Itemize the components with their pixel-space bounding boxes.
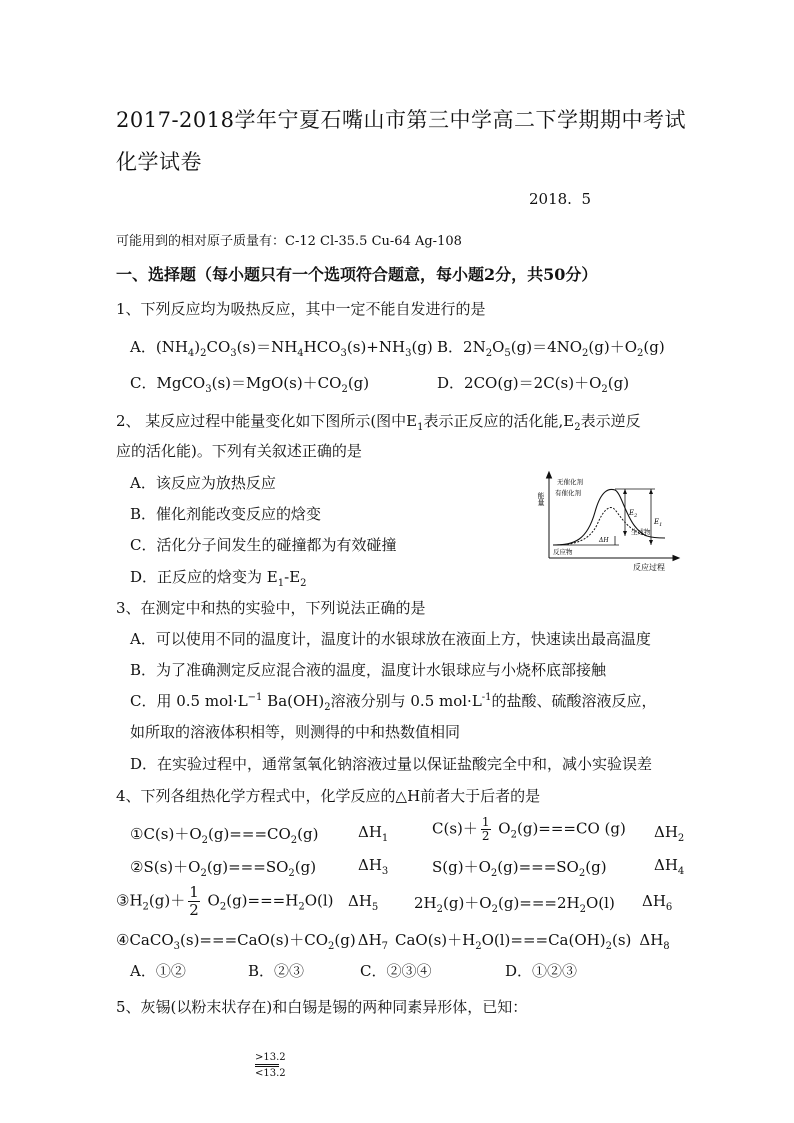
q4-stem: 4、下列各组热化学方程式中，化学反应的△H前者大于后者的是 <box>116 787 541 805</box>
q2-option-d: D．正反应的焓变为 $E_1-E_2$ <box>130 568 307 589</box>
q1-option-d: D．$2CO(g)=2C(s)+O_2(g)$ <box>437 374 630 395</box>
q4-r3-dh5: $\Delta H_5$ <box>348 892 379 913</box>
arrow-bar <box>255 1064 279 1065</box>
q2-stem: 2、 某反应过程中能量变化如下图所示(图中$E_1$表示正反应的活化能$,E_2$表示逆反 <box>116 412 641 433</box>
exam-title-line2: 化学试卷 <box>116 150 202 174</box>
energy-diagram <box>535 470 685 572</box>
arrow-top-label: >13.2 <box>255 1052 286 1063</box>
q2-stem-line2: 应的活化能)。下列有关叙述正确的是 <box>116 442 362 460</box>
exam-date: 2018. 5 <box>529 190 592 208</box>
y-axis-label: 能量 <box>537 492 545 506</box>
q4-option-b: B．②③ <box>248 962 305 980</box>
q4-option-d: D．①②③ <box>505 962 578 980</box>
arrow-bottom-label: <13.2 <box>255 1068 286 1079</box>
q4-r1-right: C(s)＋ $\frac{1}{2}$ $O_2(g)===CO$ (g) <box>432 815 626 843</box>
uncatalyzed-label: 无催化剂 <box>557 478 583 486</box>
q4-r1-dh1: $\Delta H_1$ <box>358 823 389 844</box>
section1-heading: 一、选择题（每小题只有一个选项符合题意，每小题2分，共50分） <box>116 265 598 284</box>
reactant-label: 反应物 <box>553 548 573 556</box>
q2-option-c: C．活化分子间发生的碰撞都为有效碰撞 <box>130 536 397 554</box>
q1-option-a: A．$(NH_4)_2CO_3(s)=NH_4HCO_3(s)+NH_3(g)$ <box>130 338 433 359</box>
arrow-bar-2 <box>255 1066 279 1067</box>
product-label: 生成物 <box>631 528 651 536</box>
q4-r1-left: $①C(s)+O_2(g)===CO_2(g)$ <box>130 825 319 846</box>
x-axis-label: 反应过程 <box>633 563 665 572</box>
e2-label: $E_2$ <box>629 509 638 519</box>
q4-r2-right: $S(g)+O_2(g)===SO_2(g)$ <box>432 858 607 879</box>
q2-option-a: A．该反应为放热反应 <box>130 474 276 492</box>
q4-option-a: A．①② <box>130 962 186 980</box>
q3-option-c-line2: 如所取的溶液体积相等，则测得的中和热数值相同 <box>130 723 461 741</box>
catalyzed-label: 有催化剂 <box>555 489 581 497</box>
exam-title-line1: 2017-2018学年宁夏石嘴山市第三中学高二下学期期中考试 <box>116 108 686 132</box>
q4-r3-right: $2H_2(g)+O_2(g)===2H_2O(l)$ <box>414 894 615 915</box>
q3-option-b: B．为了准确测定反应混合液的温度，温度计水银球应与小烧杯底部接触 <box>130 661 607 679</box>
x-axis-arrow <box>673 556 679 561</box>
atomic-masses: 可能用到的相对原子质量有：C-12 Cl-35.5 Cu-64 Ag-108 <box>116 234 462 249</box>
q4-r2-dh4: $\Delta H_4$ <box>654 856 685 877</box>
q1-stem: 1、下列反应均为吸热反应，其中一定不能自发进行的是 <box>116 300 486 318</box>
q4-r2-left: $②S(s)+O_2(g)===SO_2(g)$ <box>130 858 317 879</box>
equilibrium-arrow-mark <box>255 1052 286 1079</box>
uncatalyzed-curve <box>553 489 665 545</box>
q3-option-d: D．在实验过程中，通常氢氧化钠溶液过量以保证盐酸完全中和，减小实验误差 <box>130 755 653 773</box>
q3-option-c: C．用 0.5 $mol\cdot L^{-1}$ $Ba(OH)_2$溶液分别与 0.5 $mol\cdot L^{-1}$的盐酸、硫酸溶液反应， <box>130 692 657 713</box>
q2-option-b: B．催化剂能改变反应的焓变 <box>130 505 322 523</box>
q1-option-b: B．$2N_2O_5(g)=4NO_2(g)+O_2(g)$ <box>437 338 665 359</box>
q4-r2-dh3: $\Delta H_3$ <box>358 856 389 877</box>
dh-label: ΔH <box>599 537 609 544</box>
q4-r1-dh2: $\Delta H_2$ <box>654 823 685 844</box>
q4-r4-left: $④CaCO_3(s)===CaO(s)+CO_2(g)$ $\Delta H_7$ <box>116 931 389 952</box>
q4-r4-right: $CaO(s)+H_2O(l)===Ca(OH)_2(s)$ $\Delta H_8$ <box>395 931 670 952</box>
e1-label: $E_1$ <box>654 518 663 528</box>
q3-stem: 3、在测定中和热的实验中，下列说法正确的是 <box>116 599 426 617</box>
y-axis-arrow <box>547 472 552 478</box>
q4-r3-dh6: $\Delta H_6$ <box>642 892 673 913</box>
q3-option-a: A．可以使用不同的温度计，温度计的水银球放在液面上方，快速读出最高温度 <box>130 630 651 648</box>
q5-stem: 5、灰锡(以粉末状存在)和白锡是锡的两种同素异形体，已知： <box>116 998 528 1016</box>
q4-option-c: C．②③④ <box>360 962 432 980</box>
q4-r3-left: $③H_2(g)+$ $\frac{1}{2}$ $O_2(g)===H_2O(l)$ <box>116 883 334 919</box>
q1-option-c: C．$MgCO_3(s)=MgO(s)+CO_2(g)$ <box>130 374 370 395</box>
